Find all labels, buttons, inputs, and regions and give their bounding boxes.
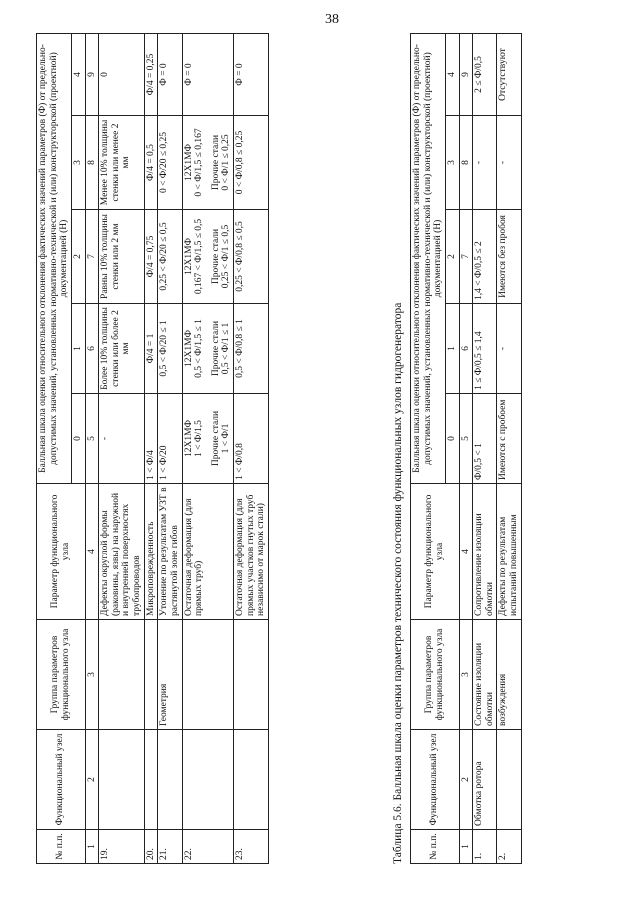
header-unit: Функциональный узел <box>37 730 86 830</box>
cell-no: 23. <box>234 830 269 864</box>
header-unit: Функциональный узел <box>411 730 460 830</box>
cell-param: Микроповрежденность <box>144 484 158 620</box>
steel-other: Прочие стали <box>210 134 221 191</box>
cell-score-4: Ф = 0 <box>158 34 182 116</box>
cell-score-1: - <box>497 304 521 394</box>
colnum: 1 <box>459 830 473 864</box>
cell-no: 22. <box>182 830 234 864</box>
cell-score-2: 0,25 < Ф/0,8 ≤ 0,5 <box>234 210 269 304</box>
steel-12x1mf: 12Х1МФ <box>183 144 194 181</box>
header-param: Параметр функционального узла <box>37 484 86 620</box>
colnum: 5 <box>459 394 473 484</box>
colnum: 3 <box>85 620 99 730</box>
cell-unit <box>144 730 158 830</box>
cell-score-4: Отсутствуют <box>497 34 521 116</box>
cell-group: Состояние изоляции обмотки <box>473 620 497 730</box>
table-caption: Таблица 5.6. Балльная шкала оценки параметров технического состояния функциональных узлов гидрогенератора <box>392 302 404 864</box>
cell-score-4: Ф = 0 <box>182 34 234 116</box>
cell-score-0: 1 < Ф/0,8 <box>234 394 269 484</box>
cell-score-3: - <box>497 116 521 210</box>
cell-score-2: Имеются без пробоя <box>497 210 521 304</box>
cell-score-4: Ф = 0 <box>234 34 269 116</box>
cell-score-2: Ф/4 = 0,75 <box>144 210 158 304</box>
cell-score-4: Ф/4 = 0,25 <box>144 34 158 116</box>
cell-group <box>182 620 234 730</box>
cell-score-0 <box>182 394 234 484</box>
steel-12x1mf: 12Х1МФ <box>183 420 194 457</box>
cell-param: Утонение по результатам УЗТ в растянутой зоне гибов <box>158 484 182 620</box>
colnum: 6 <box>459 304 473 394</box>
header-no: № п.п. <box>37 830 86 864</box>
cell-group: возбуждения <box>497 620 521 730</box>
cell-group <box>144 620 158 730</box>
cell-param: Дефекты округлой формы (раковины, язвы) на наружной и внутренней поверхностях трубопроводов <box>99 484 145 620</box>
cell-score-1: 0,5 < Ф/0,8 ≤ 1 <box>234 304 269 394</box>
cell-group <box>99 620 145 730</box>
cell-score-2 <box>182 210 234 304</box>
cell-unit <box>182 730 234 830</box>
table-row <box>234 34 269 864</box>
cell-score-0: - <box>99 394 145 484</box>
cell-score-3: 0 < Ф/20 ≤ 0,25 <box>158 116 182 210</box>
column-number-row <box>459 34 473 864</box>
table-row <box>144 34 158 864</box>
header-group: Группа параметров функционального узла <box>411 620 460 730</box>
cell-no: 21. <box>158 830 182 864</box>
score-1: 1 <box>445 304 459 394</box>
column-number-row <box>85 34 99 864</box>
score-3: 3 <box>445 116 459 210</box>
steel-12x1mf: 12Х1МФ <box>183 330 194 367</box>
cell-score-3 <box>182 116 234 210</box>
score-0: 0 <box>445 394 459 484</box>
cell-no: 19. <box>99 830 145 864</box>
range: 1 < Ф/1,5 <box>194 420 205 457</box>
score-0: 0 <box>71 394 85 484</box>
cell-no: 20. <box>144 830 158 864</box>
cell-param: Остаточная деформация (для прямых участков гнутых труб независимо от марок стали) <box>234 484 269 620</box>
cell-no: 2. <box>497 830 521 864</box>
cell-score-3: Менее 10% толщины стенки или менее 2 мм <box>99 116 145 210</box>
header-scale-title: Балльная шкала оценки относительного отклонения фактических значений параметров (Ф) от предельно-допустимых значений, установленных нормативно-технической и (или) конструкторской (проектной) документацией (Н) <box>37 34 72 484</box>
colnum: 4 <box>85 484 99 620</box>
steel-12x1mf: 12Х1МФ <box>183 238 194 275</box>
table-row <box>473 34 497 864</box>
colnum: 1 <box>85 830 99 864</box>
colnum: 2 <box>459 730 473 830</box>
cell-score-1 <box>182 304 234 394</box>
cell-score-1: Ф/4 = 1 <box>144 304 158 394</box>
colnum: 8 <box>85 116 99 210</box>
colnum: 2 <box>85 730 99 830</box>
scale-table-continued <box>36 33 269 864</box>
colnum: 5 <box>85 394 99 484</box>
cell-unit: Обмотка ротора <box>473 730 497 830</box>
cell-score-4: 2 ≤ Ф/0,5 <box>473 34 497 116</box>
cell-score-0: 1 < Ф/4 <box>144 394 158 484</box>
cell-group: Геометрия <box>158 620 182 730</box>
cell-param: Сопротивление изоляции обмотки <box>473 484 497 620</box>
cell-score-2: 0,25 < Ф/20 ≤ 0,5 <box>158 210 182 304</box>
score-2: 2 <box>445 210 459 304</box>
cell-unit <box>158 730 182 830</box>
cell-score-2: Равны 10% толщины стенки или 2 мм <box>99 210 145 304</box>
steel-other: Прочие стали <box>210 320 221 377</box>
range: 0 < Ф/1,5 ≤ 0,167 <box>194 128 205 197</box>
cell-score-1: Более 10% толщины стенки или более 2 мм <box>99 304 145 394</box>
colnum: 3 <box>459 620 473 730</box>
cell-score-1: 1 ≤ Ф/0,5 ≤ 1,4 <box>473 304 497 394</box>
table-header-row <box>37 34 72 864</box>
header-no: № п.п. <box>411 830 460 864</box>
table-row <box>497 34 521 864</box>
table-row <box>158 34 182 864</box>
cell-score-1: 0,5 < Ф/20 ≤ 1 <box>158 304 182 394</box>
cell-score-0: 1 < Ф/20 <box>158 394 182 484</box>
cell-score-3: - <box>473 116 497 210</box>
header-group: Группа параметров функционального узла <box>37 620 86 730</box>
cell-param: Остаточная деформация (для прямых труб) <box>182 484 234 620</box>
cell-score-2: 1,4 < Ф/0,5 ≤ 2 <box>473 210 497 304</box>
cell-no: 1. <box>473 830 497 864</box>
colnum: 4 <box>459 484 473 620</box>
cell-param: Дефекты по результатам испытаний повышенным <box>497 484 521 620</box>
cell-score-0: Имеются с пробоем <box>497 394 521 484</box>
range: 0 < Ф/1 ≤ 0,25 <box>221 134 232 191</box>
cell-unit <box>99 730 145 830</box>
score-3: 3 <box>71 116 85 210</box>
colnum: 6 <box>85 304 99 394</box>
rotated-landscape-content <box>0 20 640 880</box>
cell-score-4: 0 <box>99 34 145 116</box>
table-row <box>182 34 234 864</box>
range: 0,25 < Ф/1 ≤ 0,5 <box>221 224 232 289</box>
steel-other: Прочие стали <box>210 410 221 467</box>
table-row <box>99 34 145 864</box>
colnum: 7 <box>459 210 473 304</box>
page-number: 38 <box>325 12 339 27</box>
cell-group <box>234 620 269 730</box>
score-4: 4 <box>445 34 459 116</box>
score-4: 4 <box>71 34 85 116</box>
steel-other: Прочие стали <box>210 228 221 285</box>
range: 1 < Ф/1 <box>221 423 232 454</box>
range: 0,167 < Ф/1,5 ≤ 0,5 <box>194 218 205 295</box>
colnum: 9 <box>85 34 99 116</box>
colnum: 7 <box>85 210 99 304</box>
colnum: 9 <box>459 34 473 116</box>
table-header-row <box>411 34 446 864</box>
score-1: 1 <box>71 304 85 394</box>
score-2: 2 <box>71 210 85 304</box>
colnum: 8 <box>459 116 473 210</box>
range: 0,5 < Ф/1 ≤ 1 <box>221 322 232 375</box>
generator-scale-table <box>410 33 522 864</box>
range: 0,5 < Ф/1,5 ≤ 1 <box>194 319 205 378</box>
cell-unit <box>234 730 269 830</box>
cell-score-3: 0 < Ф/0,8 ≤ 0,25 <box>234 116 269 210</box>
header-param: Параметр функционального узла <box>411 484 460 620</box>
cell-score-0: Ф/0,5 < 1 <box>473 394 497 484</box>
cell-score-3: Ф/4 = 0,5 <box>144 116 158 210</box>
cell-unit <box>497 730 521 830</box>
header-scale-title: Балльная шкала оценки относительного отклонения фактических значений параметров (Ф) от предельно-допустимых значений, установленных нормативно-технической и (или) конструкторской (проектной) документацией (Н) <box>411 34 446 484</box>
